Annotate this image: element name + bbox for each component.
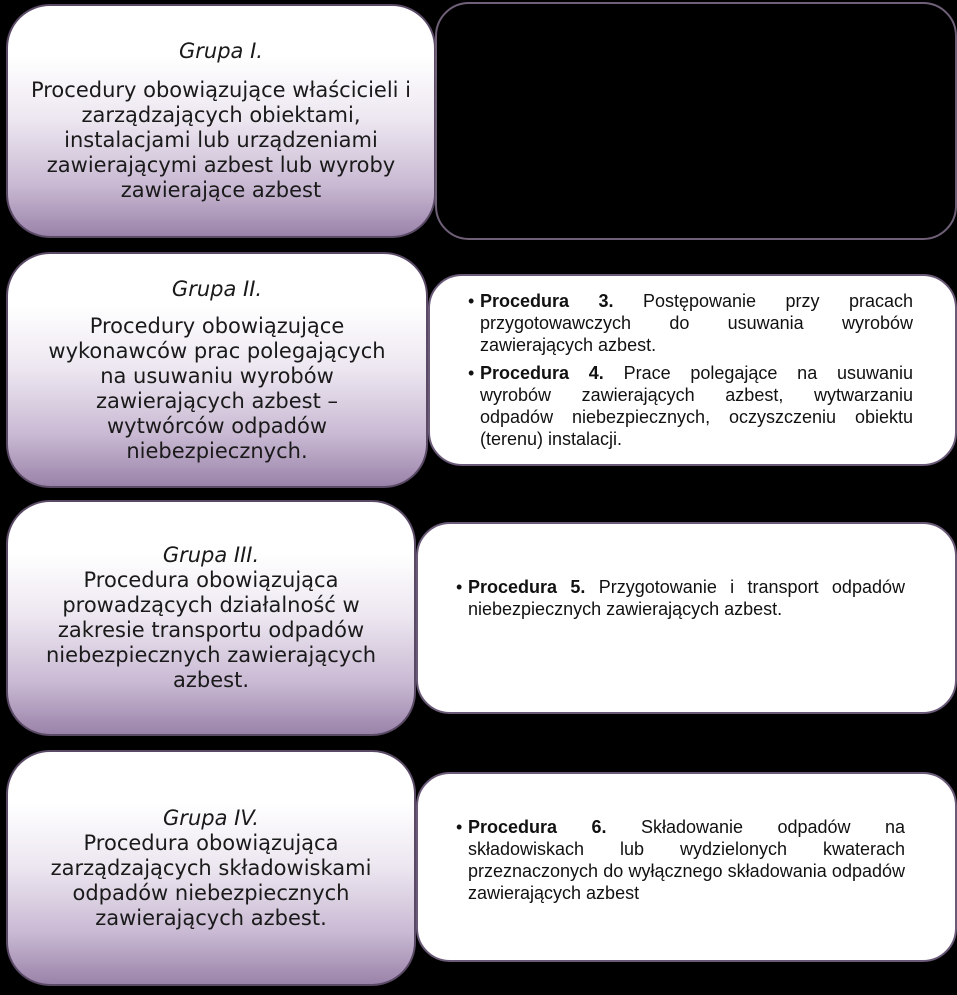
group-3-description: Procedura obowiązująca prowadzących działalność w zakresie transportu odpadów niebezpiecznych zawierających azbest. [45,568,377,692]
group-2-procedures-box [428,274,957,466]
group-2-title: Grupa II. [171,276,263,301]
bullet-icon: • [456,577,463,597]
group-3-procedures-box [416,522,957,714]
group-1-title: Grupa I. [179,39,263,63]
procedure-5-text: Przygotowanie i transport odpadów niebezpiecznych zawierających azbest. [468,577,905,619]
procedure-6-item [456,816,905,904]
bullet-icon: • [468,363,475,383]
group-3-title: Grupa III. [162,543,260,567]
group-1-procedures-box [435,2,957,240]
procedure-4-label: Procedura 4. [480,363,604,383]
bullet-icon: • [468,291,475,311]
group-1-description: Procedury obowiązujące właścicieli i zarządzających obiektami, instalacjami lub urządzeniami zawierającymi azbest lub wyroby zawierające azbest [30,78,412,202]
group-2-box [6,252,428,488]
group-2-description: Procedury obowiązujące wykonawców prac polegających na usuwaniu wyrobów zawierających azbest – wytwórców odpadów niebezpiecznych. [48,313,386,463]
procedure-3-text: Postępowanie przy pracach przygotowawczych do usuwania wyrobów zawierających azbest. [480,291,913,355]
group-3-box [6,500,416,736]
procedure-5-item [456,576,905,620]
procedure-4-text: Prace polegające na usuwaniu wyrobów zawierających azbest, wytwarzaniu odpadów niebezpiecznych, oczyszczeniu obiektu (terenu) instalacji. [480,363,914,449]
procedure-3-item [468,290,913,356]
procedure-6-text: Składowanie odpadów na składowiskach lub wydzielonych kwaterach przeznaczonych do wyłącznego składowania odpadów zawierających azbest [468,817,905,903]
procedure-4-item [468,362,913,450]
group-4-title: Grupa IV. [163,805,259,830]
bullet-icon: • [456,817,463,837]
group-4-procedures-box [416,772,957,962]
procedure-3-label: Procedura 3. [480,291,614,311]
group-4-description: Procedura obowiązująca zarządzających składowiskami odpadów niebezpiecznych zawierających azbest. [50,830,372,930]
group-4-box [6,750,416,986]
procedure-5-label: Procedura 5. [468,577,586,597]
group-1-box [6,4,436,238]
procedure-6-label: Procedura 6. [468,817,607,837]
